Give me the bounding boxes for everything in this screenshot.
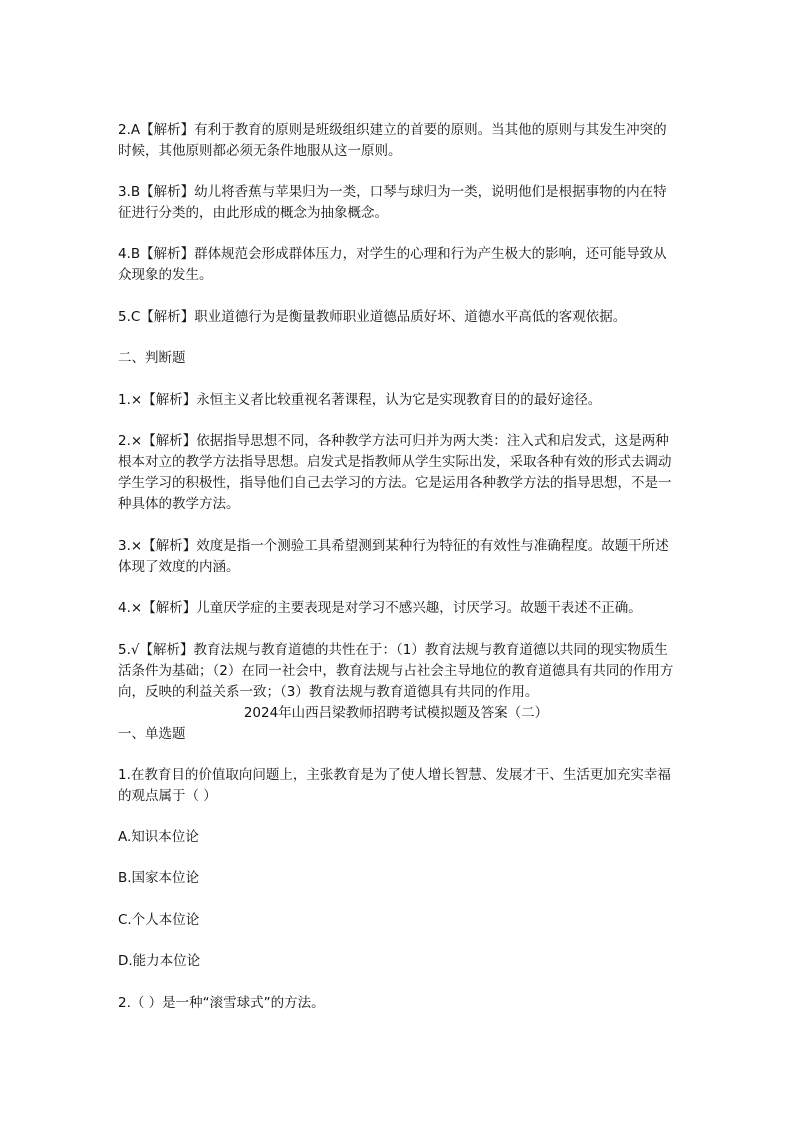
answer-5c: 5.C【解析】职业道德行为是衡量教师职业道德品质好坏、道德水平高低的客观依据。 <box>118 309 627 325</box>
option-d: D.能力本位论 <box>118 953 201 969</box>
judgment-answer-1: 1.×【解析】永恒主义者比较重视名著课程，认为它是实现教育目的的最好途径。 <box>118 392 602 408</box>
judgment-answer-4: 4.×【解析】儿童厌学症的主要表现是对学习不感兴趣，讨厌学习。故题干表述不正确。 <box>118 600 642 616</box>
answer-4b: 4.B【解析】群体规范会形成群体压力，对学生的心理和行为产生极大的影响，还可能导致从众现象的发生。 <box>118 246 667 283</box>
question-1: 1.在教育目的价值取向问题上，主张教育是为了使人增长智慧、发展才干、生活更加充实幸福的观点属于（ ） <box>118 767 671 804</box>
section-heading-single-choice: 一、单选题 <box>118 726 186 742</box>
judgment-answer-5: 5.√【解析】教育法规与教育道德的共性在于：（1）教育法规与教育道德以共同的现实物质生活条件为基础；（2）在同一社会中，教育法规与占社会主导地位的教育道德具有共同的作用方向，反映的利益关系一致；（3）教育法规与教育道德具有共同的作用。 <box>118 642 674 700</box>
judgment-answer-2: 2.×【解析】依据指导思想不同，各种教学方法可归并为两大类：注入式和启发式，这是两种根本对立的教学方法指导思想。启发式是指教师从学生实际出发，采取各种有效的形式去调动学生学习的积极性，指导他们自己去学习的方法。它是运用各种教学方法的指导思想，不是一种具体的教学方法。 <box>118 433 672 512</box>
question-2: 2.（ ）是一种“滚雪球式”的方法。 <box>118 995 325 1011</box>
option-a: A.知识本位论 <box>118 829 199 845</box>
answer-2a: 2.A【解析】有利于教育的原则是班级组织建立的首要的原则。当其他的原则与其发生冲突的时候，其他原则都必须无条件地服从这一原则。 <box>118 122 667 159</box>
section-heading-judgment: 二、判断题 <box>118 350 186 366</box>
answer-3b: 3.B【解析】幼儿将香蕉与苹果归为一类，口琴与球归为一类，说明他们是根据事物的内在特征进行分类的，由此形成的概念为抽象概念。 <box>118 184 667 221</box>
option-c: C.个人本位论 <box>118 912 200 928</box>
judgment-answer-3: 3.×【解析】效度是指一个测验工具希望测到某种行为特征的有效性与准确程度。故题干所述体现了效度的内涵。 <box>118 538 669 575</box>
option-b: B.国家本位论 <box>118 870 200 886</box>
document-title: 2024年山西吕梁教师招聘考试模拟题及答案（二） <box>243 705 549 721</box>
